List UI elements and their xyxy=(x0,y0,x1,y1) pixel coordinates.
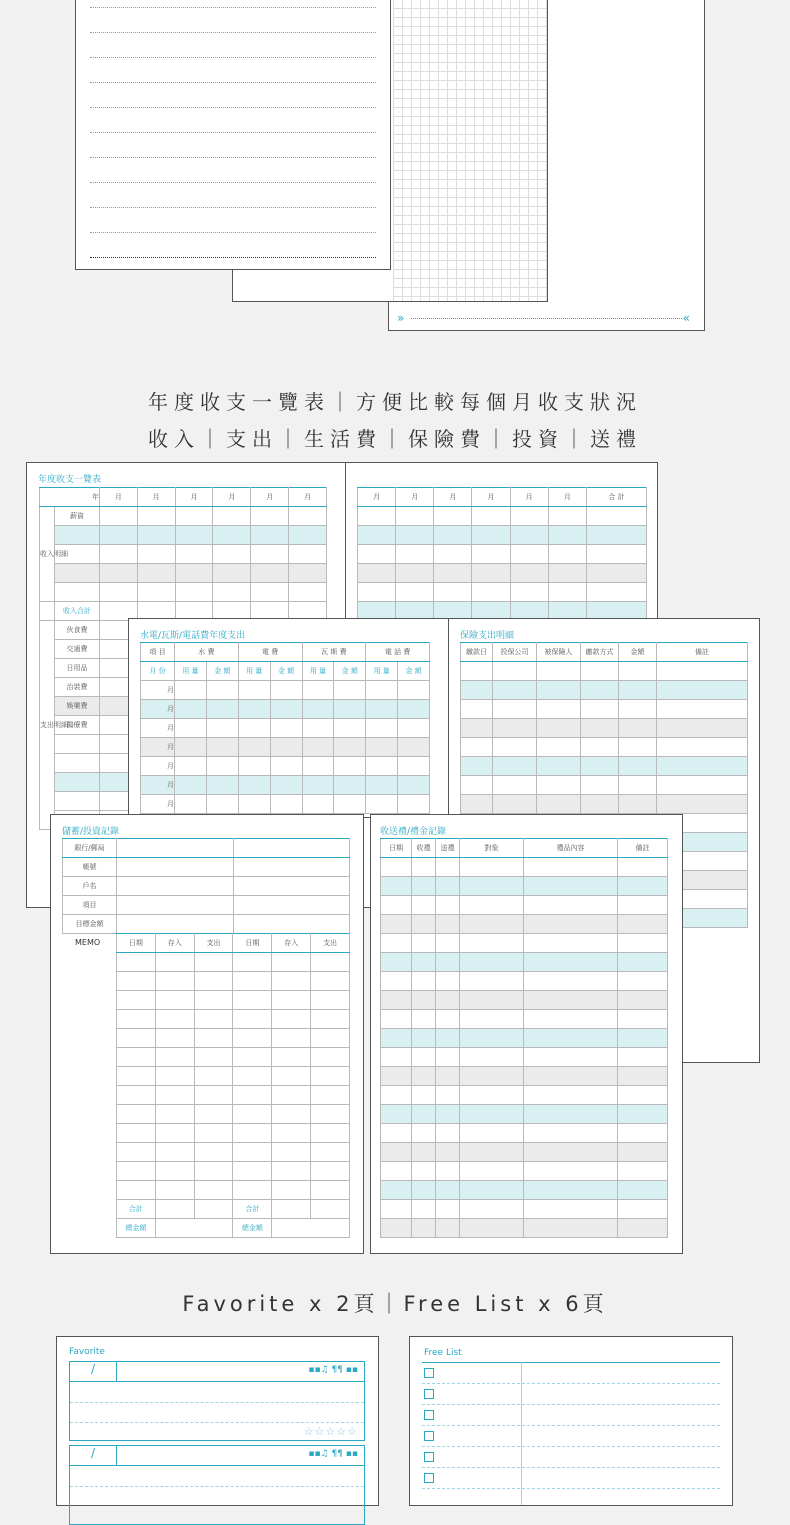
heading-categories: 收入｜支出｜生活費｜保險費｜投資｜送禮 xyxy=(148,427,642,451)
savings-page xyxy=(50,814,364,1254)
utility-title: 水電/瓦斯/電話費年度支出 xyxy=(140,631,246,641)
heading-favorite-freelist: Favorite x 2頁｜Free List x 6頁 xyxy=(182,1292,608,1316)
utility-page xyxy=(128,618,449,818)
checkbox[interactable] xyxy=(424,1389,434,1399)
freelist-title: Free List xyxy=(424,1348,462,1358)
favorite-entry-2 xyxy=(69,1445,365,1525)
savings-title: 儲蓄/投資記錄 xyxy=(62,827,120,837)
insurance-title: 保險支出明細 xyxy=(460,631,515,641)
savings-log: 日期 存入 支出 日期 存入 支出 合計 合計 總金額 總金額 xyxy=(116,933,350,1238)
category-icons: ▪▪♫ ¶¶ ▪▪ xyxy=(308,1449,358,1459)
rating-stars: ☆☆☆☆☆ xyxy=(303,1425,358,1438)
dotted-guide xyxy=(411,318,682,319)
checkbox[interactable] xyxy=(424,1368,434,1378)
expense-side-label: 支出明細 xyxy=(40,621,55,830)
gifts-table: 日期 收禮 送禮 對象 禮品內容 備註 xyxy=(380,838,668,1238)
income-side-label: 收入明細 xyxy=(40,507,55,602)
gifts-title: 收送禮/禮金記錄 xyxy=(380,827,447,837)
arrow-right-icon: « xyxy=(682,311,690,325)
lined-page xyxy=(75,0,391,270)
insurance-table: 繳款日 投保公司 被保險人 繳款方式 金額 備註 xyxy=(460,642,748,928)
checkbox[interactable] xyxy=(424,1452,434,1462)
gifts-page xyxy=(370,814,683,1254)
memo-label: MEMO xyxy=(75,938,101,947)
freelist-page xyxy=(409,1336,733,1506)
annual-table-right: 月 月 月 月 月 月 合 計 xyxy=(357,487,647,621)
checkbox[interactable] xyxy=(424,1431,434,1441)
checkbox[interactable] xyxy=(424,1473,434,1483)
arrow-left-icon: » xyxy=(397,311,405,325)
annual-title: 年度收支一覽表 xyxy=(38,475,102,485)
savings-fields: 銀行/郵局 帳號 戶名 項目 目標金額 xyxy=(62,838,350,934)
utility-table: 項 目 水 費 電 費 瓦 斯 費 電 話 費 月 份 用 量 金 額 用 量 金 額 用 量 金 額 用 量 金 額 月 月 月 月 月 月 月 xyxy=(140,642,430,814)
favorite-title: Favorite xyxy=(69,1347,105,1357)
heading-annual-summary: 年度收支一覽表｜方便比較每個月收支狀況 xyxy=(148,390,642,414)
annual-table-left: 年 月 月 月 月 月 月 收入明細 薪資 收入合計 支出明細 伙食費 交通費 日用品 治裝費 娛樂費 醫療費 xyxy=(39,487,327,830)
checkbox[interactable] xyxy=(424,1410,434,1420)
favorite-page xyxy=(56,1336,379,1506)
category-icons: ▪▪♫ ¶¶ ▪▪ xyxy=(308,1365,358,1375)
favorite-entry-1 xyxy=(69,1361,365,1441)
date-box: / xyxy=(70,1362,117,1382)
date-box: / xyxy=(70,1446,117,1466)
